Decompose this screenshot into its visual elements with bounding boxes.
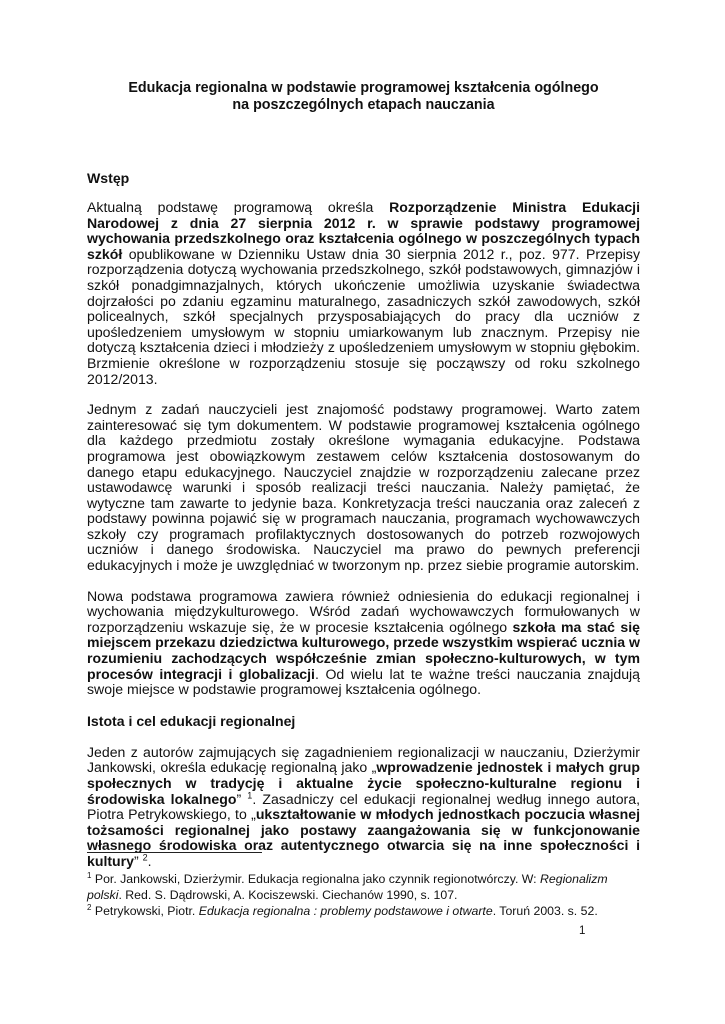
- paragraph-4: [87, 745, 640, 870]
- document-title: [87, 80, 640, 114]
- footnote-2: [87, 904, 640, 920]
- footnote-number: 2: [87, 902, 92, 912]
- italic-run: Regionalizm polski: [87, 872, 608, 902]
- paragraph-3: [87, 589, 640, 698]
- text-run: Petrykowski, Piotr.: [91, 903, 199, 918]
- footnote-ref-2[interactable]: 2: [142, 852, 148, 863]
- text-run: opublikowane w Dzienniku Ustaw dnia 30 sierpnia 2012 r., poz. 977. Przepisy rozporządzenia dotyczą wychowania przedszkolnego, szkół podstawowych, gimnazjów i szkół ponadgimnazjalnych, których ukończenie umożliwia uzyskanie świadectwa dojrzałości po zdaniu egzaminu maturalnego, zasadniczych szkół zawodowych, szkół policealnych, szkół specjalnych przysposabiających do pracy dla uczniów z upośledzeniem umysłowym w stopniu umiarkowanym lub znacznym. Przepisy nie dotyczą kształcenia dzieci i młodzieży z upośledzeniem umysłowym w stopniu głębokim. Brzmienie określone w rozporządzeniu stosuje się począwszy od roku szkolnego 2012/2013.: [87, 245, 640, 387]
- section-heading-intro: Wstęp: [87, 170, 130, 186]
- title-line-2: na poszczególnych etapach nauczania: [232, 97, 495, 113]
- footnote-1: [87, 872, 640, 904]
- bold-run: szkoła ma stać się miejscem przekazu dziedzictwa kulturowego, przede wszystkim wspierać ucznia w rozumieniu zachodzących współcześnie zmian społeczno-kulturowych, w tym procesów integracji i globalizacji: [87, 618, 640, 682]
- text-run: . Red. S. Dądrowski, A. Kociszewski. Ciechanów 1990, s. 107.: [118, 887, 458, 902]
- text-run: . Zasadniczy cel edukacji regionalnej według innego autora, Piotra Petrykowskiego, to „: [87, 790, 640, 823]
- italic-run: Edukacja regionalna : problemy podstawowe i otwarte: [198, 903, 493, 918]
- text-run: . Toruń 2003. s. 52.: [492, 903, 598, 918]
- text-run: Aktualną podstawę programową określa: [87, 199, 390, 215]
- text-run: .: [147, 852, 152, 869]
- text-run: . Od wielu lat te ważne treści nauczania znajdują swoje miejsce w podstawie programowej kształcenia ogólnego.: [87, 665, 641, 698]
- footnote-separator: [87, 852, 262, 853]
- bold-run: Rozporządzenie Ministra Edukacji Narodowej z dnia 27 sierpnia 2012 r. w sprawie podstawy programowej wychowania przedszkolnego oraz kształcenia ogólnego w poszczególnych typach szkół: [87, 199, 640, 262]
- footnotes: [87, 872, 640, 919]
- paragraph-1: [87, 200, 640, 387]
- document-page: [87, 80, 640, 870]
- text-run: Por. Jankowski, Dzierżymir. Edukacja regionalna jako czynnik regionotwórczy. W:: [91, 872, 541, 886]
- footnote-ref-1[interactable]: 1: [247, 789, 253, 800]
- section-heading-regional: Istota i cel edukacji regionalnej: [87, 712, 296, 729]
- bold-run: wprowadzenie jednostek i małych grup społecznych w tradycję i aktualne życie społeczno-kulturalne regionu i środowiska lokalnego: [87, 759, 641, 807]
- text-run: ”: [134, 852, 143, 869]
- text-run: Nowa podstawa programowa zawiera również odniesienia do edukacji regionalnej i wychowania międzykulturowego. Wśród zadań wychowawczych formułowanych w rozporządzeniu wskazuje się, że w procesie kształcenia ogólnego: [87, 587, 640, 635]
- text-run: ”: [236, 790, 248, 807]
- footnote-number: 1: [87, 870, 92, 880]
- paragraph-2: Jednym z zadań nauczycieli jest znajomość podstawy programowej. Warto zatem zainteresować się tym dokumentem. W podstawie programowej kształcenia ogólnego dla każdego przedmiotu zostały określone wymagania edukacyjne. Podstawa programowa jest obowiązkowym zestawem celów kształcenia dostosowanym do danego etapu edukacyjnego. Nauczyciel znajdzie w rozporządzeniu zalecane przez ustawodawcę warunki i sposób realizacji treści nauczania. Należy pamiętać, że wytyczne tam zawarte to jedynie baza. Konkretyzacja treści nauczania oraz zaleceń z podstawy powinna pojawić się w programach nauczania, programach wychowawczych szkoły czy programach profilaktycznych dostosowanych do potrzeb rozwojowych uczniów i danego środowiska. Nauczyciel ma prawo do pewnych preferencji edukacyjnych i może je uwzględniać w tworzonym np. przez siebie programie autorskim.: [87, 401, 640, 574]
- bold-run: ukształtowanie w młodych jednostkach poczucia własnej tożsamości regionalnej jako postawy zaangażowania się w funkcjonowanie własnego środowiska oraz autentycznego otwarcia się na inne społeczności i kultury: [87, 806, 641, 869]
- title-line-1: Edukacja regionalna w podstawie programowej kształcenia ogólnego: [128, 80, 599, 96]
- text-run: Jeden z autorów zajmujących się zagadnieniem regionalizacji w nauczaniu, Dzierżymir Jankowski, określa edukację regionalną jako „: [87, 743, 640, 776]
- page-number: 1: [579, 925, 586, 937]
